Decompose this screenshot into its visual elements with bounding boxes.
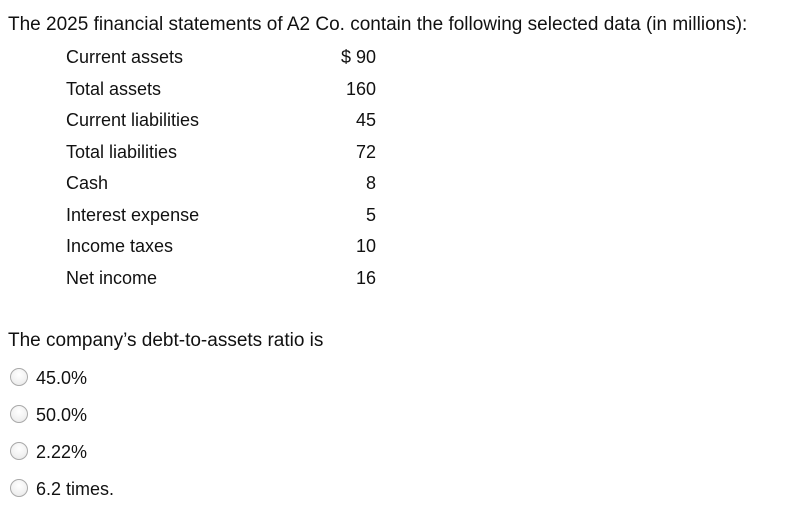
data-value: 8 (365, 173, 376, 193)
data-row-cash (66, 170, 386, 202)
data-label: Net income (66, 267, 158, 288)
data-label: Total assets (66, 78, 162, 99)
question-text: The company’s debt-to-assets ratio is (8, 330, 324, 351)
data-row-current-assets (66, 44, 386, 76)
data-label: Current liabilities (66, 110, 200, 130)
data-label: Interest expense (66, 204, 200, 225)
data-value: 16 (355, 267, 376, 288)
data-row-income-taxes (66, 233, 386, 265)
data-label: Income taxes (66, 236, 174, 256)
radio-button[interactable] (10, 479, 28, 497)
financial-data-table (66, 44, 386, 296)
data-row-interest-expense (66, 202, 386, 234)
data-value: 45 (355, 110, 376, 130)
data-value: $ 90 (340, 47, 376, 67)
data-row-net-income (66, 265, 386, 297)
answer-choice[interactable] (10, 439, 114, 476)
data-label: Cash (66, 173, 109, 193)
radio-button[interactable] (10, 368, 28, 386)
answer-choice[interactable] (10, 365, 114, 402)
data-value: 160 (345, 78, 376, 99)
choice-label[interactable]: 50.0% (36, 405, 88, 425)
data-row-total-assets (66, 76, 386, 108)
answer-choices (10, 365, 114, 513)
answer-choice[interactable] (10, 476, 114, 513)
choice-label[interactable]: 2.22% (36, 442, 88, 462)
radio-button[interactable] (10, 442, 28, 460)
data-value: 10 (355, 236, 376, 256)
problem-intro: The 2025 financial statements of A2 Co. contain the following selected data (in millions): (8, 14, 748, 35)
answer-choice[interactable] (10, 402, 114, 439)
data-value: 72 (355, 141, 376, 162)
choice-label[interactable]: 6.2 times. (36, 479, 115, 499)
data-label: Total liabilities (66, 141, 178, 162)
data-value: 5 (365, 204, 376, 225)
data-row-current-liabilities (66, 107, 386, 139)
choice-label[interactable]: 45.0% (36, 368, 88, 388)
radio-button[interactable] (10, 405, 28, 423)
data-row-total-liabilities (66, 139, 386, 171)
data-label: Current assets (66, 47, 184, 67)
